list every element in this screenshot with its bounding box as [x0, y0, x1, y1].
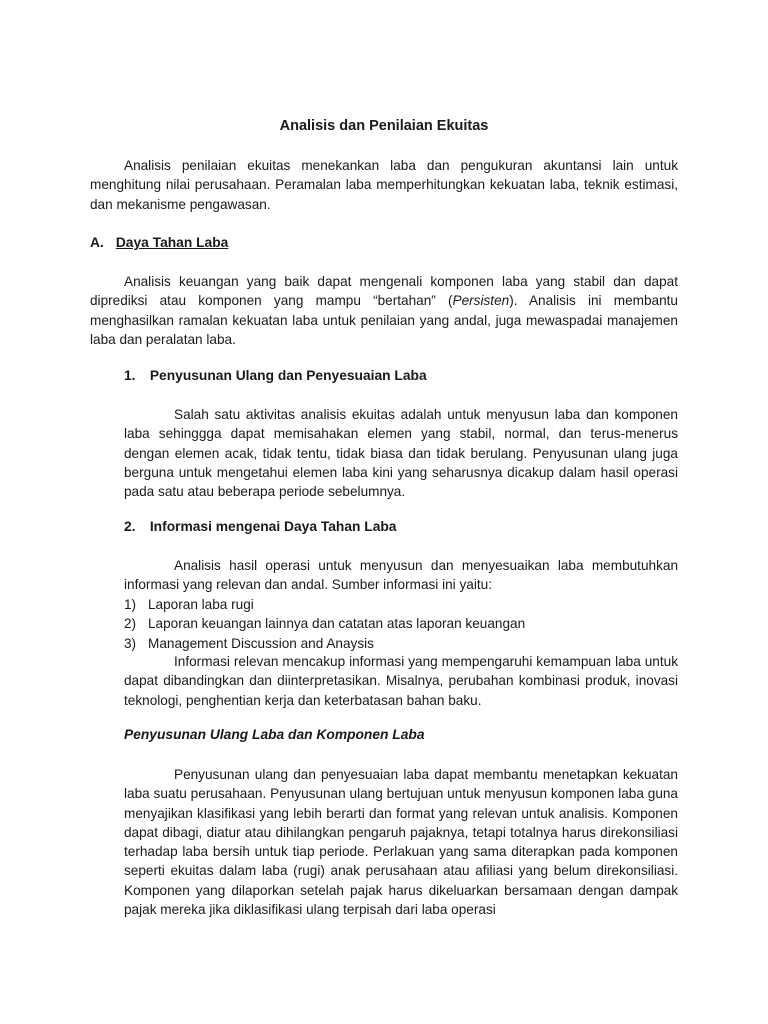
section-a-text-2: ). Analisis ini membantu menghasilkan ramalan kekuatan laba untuk penilaian yang andal, juga mewaspadai manajemen laba dan peralatan laba.: [90, 293, 678, 347]
sub3-heading: Penyusunan Ulang Laba dan Komponen Laba: [124, 727, 425, 742]
list-item: 1) Laporan laba rugi: [124, 597, 254, 612]
section-a-italic-term: Persisten: [452, 293, 510, 309]
document-title: Analisis dan Penilaian Ekuitas: [279, 118, 489, 134]
section-a-text-1: Analisis keuangan yang baik dapat mengenali komponen laba yang stabil dan dapat diprediksi atau komponen yang mampu “bertahan” (: [90, 274, 678, 309]
sub1-paragraph: Salah satu aktivitas analisis ekuitas adalah untuk menyusun laba dan komponen laba sehinggga dapat memisahakan elemen yang stabil, normal, dan terus-menerus dengan elemen acak, tidak tentu, tidak biasa dan tidak berulang. Penyusunan ulang juga berguna untuk mengetahui elemen laba kini yang seharusnya dicakup dalam hasil operasi pada satu atau beberapa periode sebelumnya.: [124, 407, 678, 500]
sub2-number: 2.: [124, 519, 136, 534]
sub2-title: Informasi mengenai Daya Tahan Laba: [149, 519, 397, 534]
intro-paragraph: Analisis penilaian ekuitas menekankan laba dan pengukuran akuntansi lain untuk menghitung nilai perusahaan. Peramalan laba memperhitungkan kekuatan laba, teknik estimasi, dan mekanisme pengawasan.: [90, 158, 678, 212]
sub1-number: 1.: [124, 368, 136, 383]
sub1-heading: [124, 368, 427, 383]
section-a-paragraph: [90, 272, 678, 349]
sub1-title: Penyusunan Ulang dan Penyesuaian Laba: [149, 368, 427, 383]
sub2-paragraph-2: Informasi relevan mencakup informasi yang mempengaruhi kemampuan laba untuk dapat dibandingkan dan diinterpretasikan. Misalnya, perubahan kombinasi produk, inovasi teknologi, penghentian kerja dan keterbatasan bahan baku.: [124, 654, 678, 708]
sub3-paragraph: Penyusunan ulang dan penyesuaian laba dapat membantu menetapkan kekuatan laba suatu perusahaan. Penyusunan ulang bertujuan untuk menyusun komponen laba guna menyajikan klasifikasi yang lebih berarti dan format yang relevan untuk analisis. Komponen dapat dibagi, diatur atau dihilangkan pengaruh pajaknya, tetapi totalnya harus direkonsiliasi terhadap laba bersih untuk tiap periode. Perlakuan yang sama diterapkan pada komponen seperti ekuitas dalam laba (rugi) anak perusahaan atau afiliasi yang belum direkonsiliasi. Komponen yang dilaporkan setelah pajak harus dikeluarkan bersamaan dengan dampak pajak mereka jika diklasifikasi ulang terpisah dari laba operasi: [124, 767, 678, 918]
sub2-paragraph: Analisis hasil operasi untuk menyusun dan menyesuaikan laba membutuhkan informasi yang relevan dan andal. Sumber informasi ini yaitu:: [124, 558, 678, 593]
list-item: 3) Management Discussion and Anaysis: [124, 635, 374, 651]
section-a-number: A.: [90, 235, 104, 250]
section-a-title: Daya Tahan Laba: [115, 235, 229, 250]
sub2-heading: [124, 519, 396, 534]
list-item: 2) Laporan keuangan lainnya dan catatan atas laporan keuangan: [124, 616, 526, 632]
sources-list: [124, 595, 678, 653]
section-a-heading: [90, 235, 228, 250]
